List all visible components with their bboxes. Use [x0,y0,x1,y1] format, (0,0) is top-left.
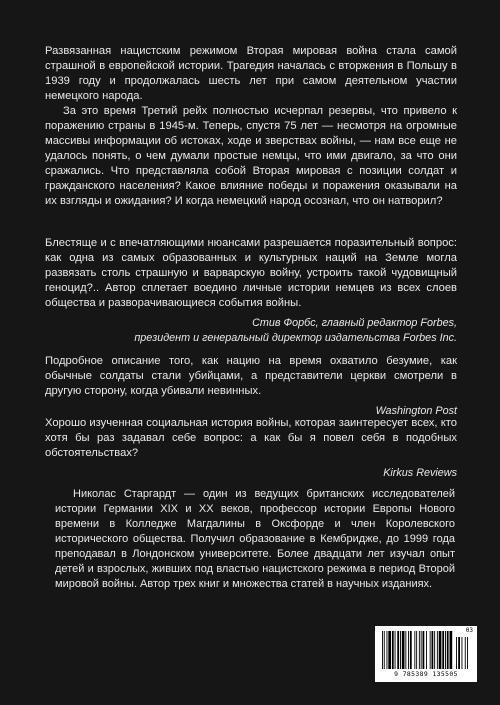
review-attribution: Washington Post [375,405,457,417]
intro-paragraph-2: За это время Третий рейх полностью исчерпал резервы, что привело к поражению страны в 1945-м. Теперь, спустя 75 лет — несмотря на огромные массивы информации об истоках, ходе и зверствах войны, — нам все еще не удалось понять, о чем думали простые немцы, что ими двигало, за что они сражались. Что представляла собой Вторая мировая с позиции солдат и гражданского населения? Какое влияние победы и поражения оказывали на их взгляды и ожидания? И когда немецкий народ осознал, что он натворил? [45,105,457,207]
review-attribution: Kirkus Reviews [383,467,457,479]
isbn-barcode [375,626,477,682]
review-text: Блестяще и с впечатляющими нюансами разрешается поразительный вопрос: как одна из самых образованных и культурных наций на Земле могла развязать столь страшную и варварскую войну, устроить такой чудовищный геноцид?.. Автор сплетает воедино личные истории немцев из всех слоев общества и разворачивающиеся события войны. [45,237,457,309]
barcode-bars [380,631,472,669]
intro-section [45,44,457,209]
review-washington-post [45,354,457,419]
barcode-addon: 03 [465,627,473,634]
review-text: Хорошо изученная социальная история войны, которая заинтересует всех, кто хотя бы раз задавал себе вопрос: а как бы я повел себя в подобных обстоятельствах? [45,417,457,459]
intro-paragraph-1: Развязанная нацистским режимом Вторая мировая война стала самой страшной в европейской истории. Трагедия началась с вторжения в Польшу в 1939 году и продолжалась шесть лет при самом деятельном участии немецкого народа. [45,45,457,102]
author-bio [55,487,455,592]
author-bio-text: Николас Старгардт — один из ведущих британских исследователей истории Германии XIX и XX веков, профессор истории Европы Нового времени в Колледже Магдалины в Оксфорде и член Королевского исторического общества. Получил образование в Кембридже, до 1999 года преподавал в Лондонском университете. Более двадцати лет изучал опыт детей и взрослых, живших под властью нацистского режима в период Второй мировой войны. Автор трех книг и множества статей в научных изданиях. [55,488,455,590]
barcode-digits: 9 785389 135505 [394,670,458,678]
review-attribution [45,316,457,346]
review-attribution-line-2: президент и генеральный директор издательства Forbes Inc. [134,332,457,344]
review-kirkus [45,416,457,481]
review-attribution-line-1: Стив Форбс, главный редактор Forbes, [252,317,457,329]
review-text: Подробное описание того, как нацию на время охватило безумие, как обычные солдаты стали убийцами, а представители церкви смотрели в другую сторону, когда убивали невинных. [45,355,457,397]
review-forbes [45,236,457,346]
